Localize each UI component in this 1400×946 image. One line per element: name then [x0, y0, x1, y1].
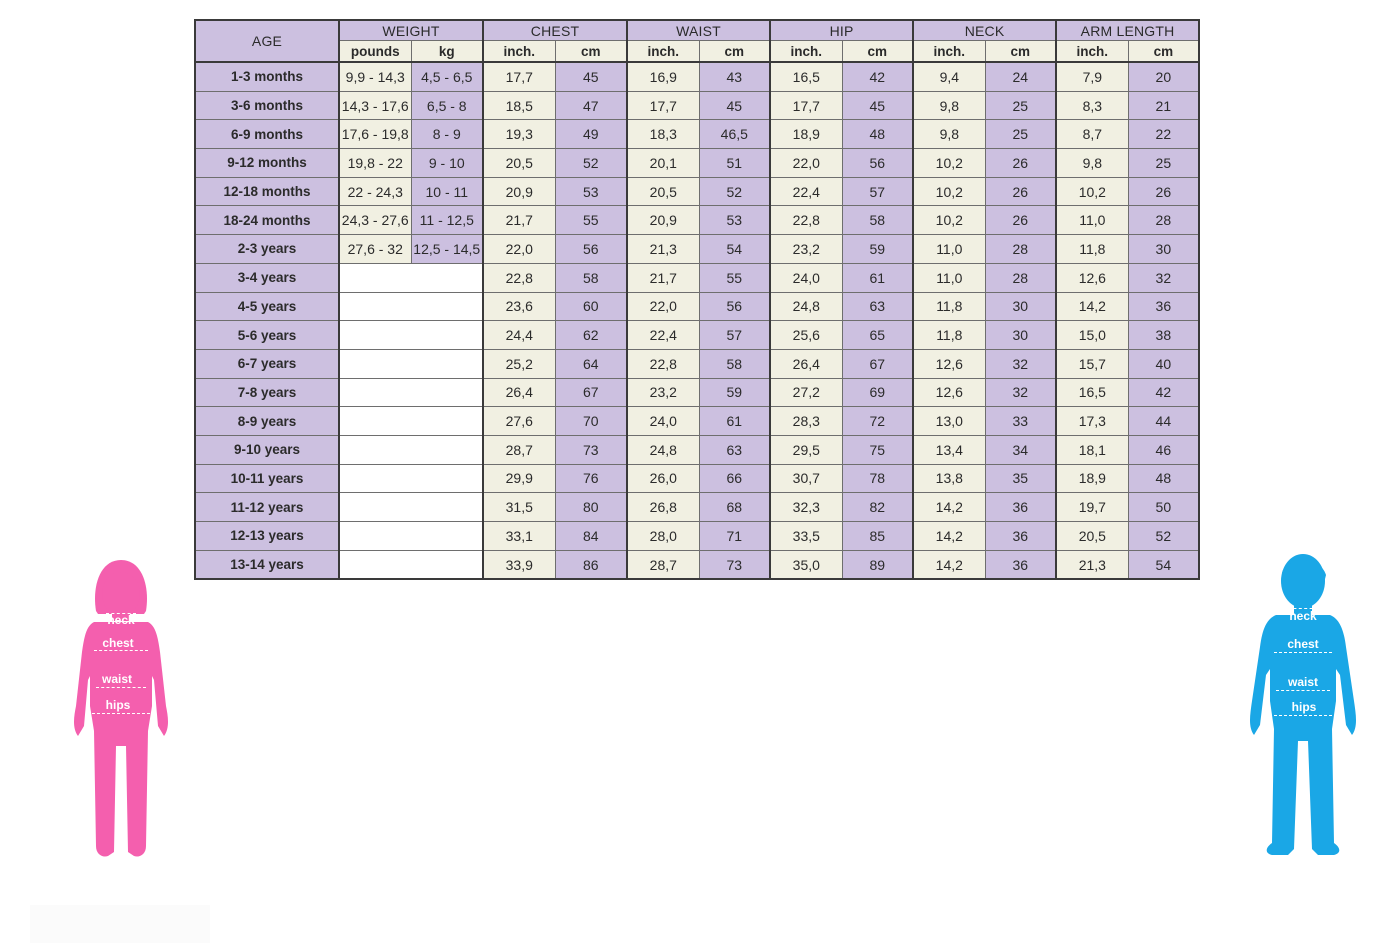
age-cell: 1-3 months — [195, 62, 339, 91]
table-cell: 40 — [1128, 349, 1199, 378]
table-cell: 48 — [1128, 464, 1199, 493]
unit-header-row — [195, 41, 1199, 63]
age-cell: 4-5 years — [195, 292, 339, 321]
table-cell: 58 — [555, 263, 627, 292]
age-cell: 12-13 years — [195, 522, 339, 551]
table-cell: 86 — [555, 550, 627, 579]
table-cell: 13,8 — [913, 464, 985, 493]
table-cell: 47 — [555, 91, 627, 120]
age-cell: 9-12 months — [195, 149, 339, 178]
table-cell: 13,0 — [913, 407, 985, 436]
table-cell: 12,6 — [913, 349, 985, 378]
table-cell: 84 — [555, 522, 627, 551]
table-cell: 12,6 — [1056, 263, 1128, 292]
table-row — [195, 321, 1199, 350]
table-cell: 55 — [555, 206, 627, 235]
table-cell: 7,9 — [1056, 62, 1128, 91]
table-cell: 11,8 — [913, 321, 985, 350]
table-cell: 22,4 — [770, 177, 842, 206]
table-cell: 26 — [985, 206, 1056, 235]
table-cell: 10 - 11 — [411, 177, 483, 206]
table-cell: 58 — [842, 206, 913, 235]
table-cell: 15,0 — [1056, 321, 1128, 350]
table-cell: 20,5 — [627, 177, 699, 206]
table-cell: 9 - 10 — [411, 149, 483, 178]
unit-header-9: cm — [985, 41, 1056, 63]
age-cell: 7-8 years — [195, 378, 339, 407]
weight-header: WEIGHT — [339, 20, 483, 41]
table-cell: 62 — [555, 321, 627, 350]
waist-header: WAIST — [627, 20, 770, 41]
table-cell: 33,9 — [483, 550, 555, 579]
table-cell: 45 — [699, 91, 770, 120]
table-cell: 36 — [1128, 292, 1199, 321]
table-cell: 14,2 — [913, 522, 985, 551]
table-row — [195, 522, 1199, 551]
table-cell: 29,9 — [483, 464, 555, 493]
table-row — [195, 435, 1199, 464]
table-row — [195, 550, 1199, 579]
empty-weight-cell — [339, 378, 483, 407]
unit-header-6: inch. — [770, 41, 842, 63]
table-cell: 45 — [555, 62, 627, 91]
unit-header-7: cm — [842, 41, 913, 63]
table-cell: 9,9 - 14,3 — [339, 62, 411, 91]
table-cell: 22,0 — [627, 292, 699, 321]
table-cell: 61 — [842, 263, 913, 292]
boy-waist-line — [1276, 690, 1330, 691]
table-cell: 20,1 — [627, 149, 699, 178]
table-cell: 26,4 — [770, 349, 842, 378]
table-cell: 14,2 — [1056, 292, 1128, 321]
table-cell: 22,0 — [770, 149, 842, 178]
table-cell: 26 — [985, 177, 1056, 206]
table-cell: 24,3 - 27,6 — [339, 206, 411, 235]
table-cell: 63 — [699, 435, 770, 464]
age-cell: 9-10 years — [195, 435, 339, 464]
table-cell: 32 — [1128, 263, 1199, 292]
age-cell: 6-9 months — [195, 120, 339, 149]
table-row — [195, 378, 1199, 407]
table-cell: 85 — [842, 522, 913, 551]
table-row — [195, 263, 1199, 292]
table-cell: 50 — [1128, 493, 1199, 522]
age-cell: 2-3 years — [195, 235, 339, 264]
table-cell: 15,7 — [1056, 349, 1128, 378]
table-cell: 57 — [842, 177, 913, 206]
table-cell: 54 — [699, 235, 770, 264]
girl-neck-label: neck — [107, 613, 135, 627]
age-cell: 3-6 months — [195, 91, 339, 120]
arm-length-header: ARM LENGTH — [1056, 20, 1199, 41]
boy-hips-label: hips — [1291, 700, 1317, 714]
table-cell: 11,0 — [913, 235, 985, 264]
table-cell: 45 — [842, 91, 913, 120]
age-cell: 5-6 years — [195, 321, 339, 350]
table-cell: 36 — [985, 522, 1056, 551]
table-cell: 24,8 — [627, 435, 699, 464]
table-cell: 21,3 — [627, 235, 699, 264]
table-cell: 28,0 — [627, 522, 699, 551]
table-cell: 26,0 — [627, 464, 699, 493]
unit-header-2: inch. — [483, 41, 555, 63]
table-cell: 18,9 — [1056, 464, 1128, 493]
table-cell: 28,7 — [627, 550, 699, 579]
table-cell: 68 — [699, 493, 770, 522]
group-header-row — [195, 20, 1199, 41]
table-cell: 65 — [842, 321, 913, 350]
empty-weight-cell — [339, 407, 483, 436]
age-cell: 3-4 years — [195, 263, 339, 292]
table-cell: 26 — [1128, 177, 1199, 206]
table-cell: 24,8 — [770, 292, 842, 321]
boy-silhouette — [1246, 551, 1362, 861]
table-row — [195, 62, 1199, 91]
size-chart-table-wrapper — [194, 19, 1200, 580]
table-cell: 20,9 — [627, 206, 699, 235]
table-cell: 36 — [985, 550, 1056, 579]
table-cell: 80 — [555, 493, 627, 522]
table-cell: 9,4 — [913, 62, 985, 91]
table-cell: 56 — [555, 235, 627, 264]
table-cell: 11,0 — [913, 263, 985, 292]
table-cell: 58 — [699, 349, 770, 378]
table-cell: 27,2 — [770, 378, 842, 407]
table-cell: 52 — [699, 177, 770, 206]
table-cell: 34 — [985, 435, 1056, 464]
table-cell: 54 — [1128, 550, 1199, 579]
table-cell: 71 — [699, 522, 770, 551]
girl-waist-label: waist — [101, 672, 132, 686]
table-cell: 75 — [842, 435, 913, 464]
table-cell: 14,3 - 17,6 — [339, 91, 411, 120]
empty-weight-cell — [339, 321, 483, 350]
table-cell: 17,6 - 19,8 — [339, 120, 411, 149]
table-cell: 44 — [1128, 407, 1199, 436]
table-cell: 18,1 — [1056, 435, 1128, 464]
table-cell: 32,3 — [770, 493, 842, 522]
footer-blank-area — [30, 905, 210, 943]
table-cell: 57 — [699, 321, 770, 350]
table-cell: 55 — [699, 263, 770, 292]
table-cell: 69 — [842, 378, 913, 407]
table-row — [195, 206, 1199, 235]
table-cell: 63 — [842, 292, 913, 321]
table-cell: 14,2 — [913, 493, 985, 522]
table-cell: 28 — [985, 263, 1056, 292]
table-cell: 19,3 — [483, 120, 555, 149]
table-cell: 20 — [1128, 62, 1199, 91]
table-cell: 17,3 — [1056, 407, 1128, 436]
table-row — [195, 149, 1199, 178]
table-cell: 24,4 — [483, 321, 555, 350]
boy-chest-label: chest — [1287, 637, 1319, 651]
size-chart-body — [195, 62, 1199, 579]
table-cell: 14,2 — [913, 550, 985, 579]
table-cell: 11,8 — [1056, 235, 1128, 264]
table-cell: 89 — [842, 550, 913, 579]
table-cell: 32 — [985, 349, 1056, 378]
table-cell: 21,7 — [483, 206, 555, 235]
table-cell: 4,5 - 6,5 — [411, 62, 483, 91]
table-cell: 18,5 — [483, 91, 555, 120]
table-cell: 30,7 — [770, 464, 842, 493]
table-cell: 9,8 — [913, 120, 985, 149]
age-cell: 13-14 years — [195, 550, 339, 579]
table-cell: 59 — [699, 378, 770, 407]
table-cell: 10,2 — [913, 206, 985, 235]
table-cell: 25,2 — [483, 349, 555, 378]
table-cell: 11 - 12,5 — [411, 206, 483, 235]
table-cell: 52 — [1128, 522, 1199, 551]
table-cell: 38 — [1128, 321, 1199, 350]
girl-hips-label: hips — [105, 698, 131, 712]
table-cell: 23,6 — [483, 292, 555, 321]
table-cell: 67 — [555, 378, 627, 407]
table-cell: 33,1 — [483, 522, 555, 551]
girl-hips-line — [92, 713, 150, 714]
table-cell: 56 — [842, 149, 913, 178]
empty-weight-cell — [339, 435, 483, 464]
girl-silhouette — [66, 556, 176, 861]
table-cell: 21 — [1128, 91, 1199, 120]
table-row — [195, 493, 1199, 522]
empty-weight-cell — [339, 349, 483, 378]
unit-header-8: inch. — [913, 41, 985, 63]
table-cell: 16,5 — [1056, 378, 1128, 407]
table-cell: 26,4 — [483, 378, 555, 407]
table-cell: 6,5 - 8 — [411, 91, 483, 120]
table-cell: 49 — [555, 120, 627, 149]
table-cell: 24 — [985, 62, 1056, 91]
table-row — [195, 464, 1199, 493]
table-cell: 27,6 - 32 — [339, 235, 411, 264]
table-cell: 56 — [699, 292, 770, 321]
table-cell: 82 — [842, 493, 913, 522]
table-cell: 70 — [555, 407, 627, 436]
table-cell: 10,2 — [913, 149, 985, 178]
table-cell: 17,7 — [483, 62, 555, 91]
table-cell: 10,2 — [1056, 177, 1128, 206]
table-cell: 64 — [555, 349, 627, 378]
empty-weight-cell — [339, 550, 483, 579]
table-cell: 22 — [1128, 120, 1199, 149]
empty-weight-cell — [339, 263, 483, 292]
table-cell: 33,5 — [770, 522, 842, 551]
boy-hips-line — [1274, 715, 1332, 716]
age-cell: 10-11 years — [195, 464, 339, 493]
empty-weight-cell — [339, 464, 483, 493]
table-cell: 9,8 — [913, 91, 985, 120]
table-cell: 23,2 — [770, 235, 842, 264]
table-cell: 52 — [555, 149, 627, 178]
table-row — [195, 235, 1199, 264]
unit-header-11: cm — [1128, 41, 1199, 63]
table-cell: 25 — [985, 120, 1056, 149]
table-cell: 61 — [699, 407, 770, 436]
table-cell: 27,6 — [483, 407, 555, 436]
table-cell: 53 — [699, 206, 770, 235]
table-cell: 46,5 — [699, 120, 770, 149]
table-cell: 18,9 — [770, 120, 842, 149]
table-cell: 73 — [555, 435, 627, 464]
table-cell: 28,3 — [770, 407, 842, 436]
table-cell: 29,5 — [770, 435, 842, 464]
table-cell: 16,5 — [770, 62, 842, 91]
unit-header-5: cm — [699, 41, 770, 63]
table-cell: 20,5 — [1056, 522, 1128, 551]
table-cell: 48 — [842, 120, 913, 149]
age-cell: 12-18 months — [195, 177, 339, 206]
age-header: AGE — [195, 20, 339, 62]
girl-waist-line — [96, 687, 146, 688]
unit-header-4: inch. — [627, 41, 699, 63]
empty-weight-cell — [339, 522, 483, 551]
table-cell: 31,5 — [483, 493, 555, 522]
age-cell: 8-9 years — [195, 407, 339, 436]
empty-weight-cell — [339, 292, 483, 321]
table-cell: 51 — [699, 149, 770, 178]
table-cell: 33 — [985, 407, 1056, 436]
table-cell: 42 — [842, 62, 913, 91]
table-cell: 16,9 — [627, 62, 699, 91]
neck-header: NECK — [913, 20, 1056, 41]
table-cell: 12,6 — [913, 378, 985, 407]
hip-header: HIP — [770, 20, 913, 41]
table-cell: 21,7 — [627, 263, 699, 292]
table-cell: 28 — [1128, 206, 1199, 235]
table-cell: 35 — [985, 464, 1056, 493]
girl-chest-line — [94, 650, 148, 651]
table-cell: 73 — [699, 550, 770, 579]
table-cell: 30 — [985, 292, 1056, 321]
table-cell: 46 — [1128, 435, 1199, 464]
table-cell: 72 — [842, 407, 913, 436]
table-row — [195, 407, 1199, 436]
empty-weight-cell — [339, 493, 483, 522]
table-row — [195, 91, 1199, 120]
table-cell: 19,7 — [1056, 493, 1128, 522]
table-cell: 59 — [842, 235, 913, 264]
table-cell: 36 — [985, 493, 1056, 522]
table-cell: 24,0 — [770, 263, 842, 292]
table-cell: 18,3 — [627, 120, 699, 149]
table-cell: 23,2 — [627, 378, 699, 407]
table-cell: 21,3 — [1056, 550, 1128, 579]
table-cell: 11,0 — [1056, 206, 1128, 235]
table-cell: 78 — [842, 464, 913, 493]
table-cell: 35,0 — [770, 550, 842, 579]
table-cell: 24,0 — [627, 407, 699, 436]
table-cell: 30 — [1128, 235, 1199, 264]
table-row — [195, 177, 1199, 206]
table-cell: 22,8 — [483, 263, 555, 292]
table-row — [195, 292, 1199, 321]
table-cell: 43 — [699, 62, 770, 91]
table-cell: 10,2 — [913, 177, 985, 206]
table-cell: 22,8 — [627, 349, 699, 378]
table-cell: 22 - 24,3 — [339, 177, 411, 206]
age-cell: 11-12 years — [195, 493, 339, 522]
table-cell: 13,4 — [913, 435, 985, 464]
table-cell: 53 — [555, 177, 627, 206]
chest-header: CHEST — [483, 20, 627, 41]
table-cell: 22,0 — [483, 235, 555, 264]
table-cell: 22,8 — [770, 206, 842, 235]
table-cell: 26,8 — [627, 493, 699, 522]
table-cell: 66 — [699, 464, 770, 493]
table-cell: 67 — [842, 349, 913, 378]
table-cell: 32 — [985, 378, 1056, 407]
unit-header-0: pounds — [339, 41, 411, 63]
unit-header-1: kg — [411, 41, 483, 63]
table-cell: 26 — [985, 149, 1056, 178]
table-cell: 25 — [1128, 149, 1199, 178]
table-row — [195, 120, 1199, 149]
table-cell: 19,8 - 22 — [339, 149, 411, 178]
table-cell: 12,5 - 14,5 — [411, 235, 483, 264]
table-cell: 8,7 — [1056, 120, 1128, 149]
table-cell: 25 — [985, 91, 1056, 120]
table-cell: 42 — [1128, 378, 1199, 407]
girl-chest-label: chest — [102, 636, 134, 650]
table-cell: 30 — [985, 321, 1056, 350]
table-cell: 8 - 9 — [411, 120, 483, 149]
unit-header-10: inch. — [1056, 41, 1128, 63]
table-cell: 28 — [985, 235, 1056, 264]
table-cell: 60 — [555, 292, 627, 321]
table-cell: 17,7 — [770, 91, 842, 120]
age-cell: 18-24 months — [195, 206, 339, 235]
table-cell: 25,6 — [770, 321, 842, 350]
size-chart-table — [194, 19, 1200, 580]
table-cell: 20,9 — [483, 177, 555, 206]
table-cell: 9,8 — [1056, 149, 1128, 178]
table-row — [195, 349, 1199, 378]
table-cell: 76 — [555, 464, 627, 493]
boy-chest-line — [1274, 652, 1332, 653]
boy-neck-label: neck — [1289, 609, 1317, 623]
age-cell: 6-7 years — [195, 349, 339, 378]
boy-waist-label: waist — [1287, 675, 1318, 689]
unit-header-3: cm — [555, 41, 627, 63]
table-cell: 20,5 — [483, 149, 555, 178]
table-cell: 22,4 — [627, 321, 699, 350]
table-cell: 17,7 — [627, 91, 699, 120]
table-cell: 28,7 — [483, 435, 555, 464]
table-cell: 8,3 — [1056, 91, 1128, 120]
table-cell: 11,8 — [913, 292, 985, 321]
